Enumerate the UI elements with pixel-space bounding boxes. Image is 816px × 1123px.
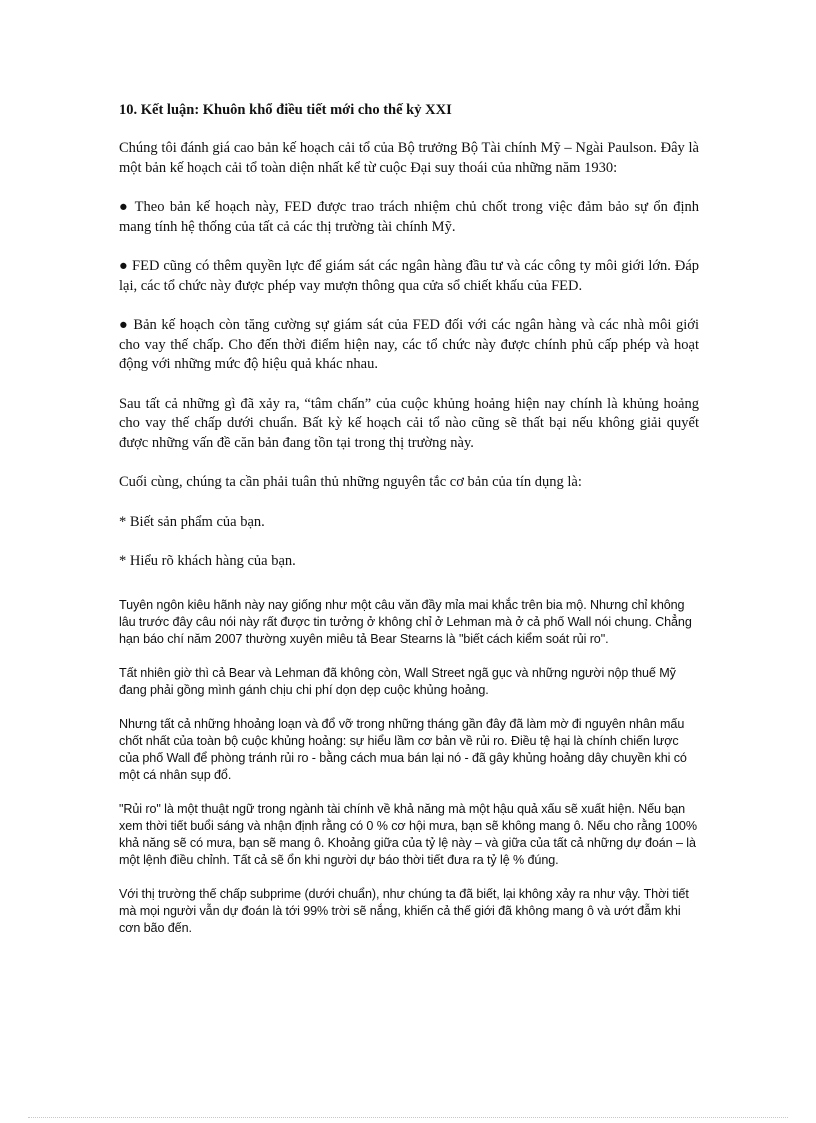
intro-paragraph: Chúng tôi đánh giá cao bản kế hoạch cải tổ của Bộ trưởng Bộ Tài chính Mỹ – Ngài Paulson. Đây là một bản kế hoạch cải tổ toàn diện nhất kể từ cuộc Đại suy thoái của những năm 1930:: [119, 140, 699, 176]
body-paragraph: Với thị trường thế chấp subprime (dưới chuẩn), như chúng ta đã biết, lại không xảy ra như vậy. Thời tiết mà mọi người vẫn dự đoán là tới 99% trời sẽ nắng, khiến cả thế giới đã không mang ô và ướt đẫm khi cơn bão đến.: [119, 886, 689, 935]
document-body: [119, 100, 699, 954]
principle-item: * Hiểu rõ khách hàng của bạn.: [119, 553, 296, 569]
bullet-item: ● Theo bản kế hoạch này, FED được trao trách nhiệm chủ chốt trong việc đảm bảo sự ổn định mang tính hệ thống của tất cả các thị trường tài chính Mỹ.: [119, 199, 699, 235]
principles-intro: Cuối cùng, chúng ta cần phải tuân thủ những nguyên tắc cơ bản của tín dụng là:: [119, 474, 582, 490]
page-bottom-divider: [28, 1117, 788, 1118]
principle-item: * Biết sản phẩm của bạn.: [119, 513, 265, 530]
conclusion-paragraph: Sau tất cả những gì đã xảy ra, “tâm chấn” của cuộc khủng hoảng hiện nay chính là khủng hoảng cho vay thế chấp dưới chuẩn. Bất kỳ kế hoạch cải tổ nào cũng sẽ thất bại nếu không giải quyết được những vấn đề căn bản đang tồn tại trong thị trường này.: [119, 395, 699, 451]
body-paragraph: Tất nhiên giờ thì cả Bear và Lehman đã không còn, Wall Street ngã gục và những người nộp thuế Mỹ đang phải gồng mình gánh chịu chi phí dọn dẹp cuộc khủng hoảng.: [119, 665, 676, 697]
body-paragraph: "Rủi ro" là một thuật ngữ trong ngành tài chính về khả năng mà một hậu quả xấu sẽ xuất hiện. Nếu bạn xem thời tiết buổi sáng và nhận định rằng có 0 % cơ hội mưa, bạn sẽ không mang ô. Nếu cho rằng 100% khả năng sẽ có mưa, bạn sẽ mang ô. Khoảng giữa của tỷ lệ này – và giữa của tất cả những dự đoán – là một lệnh điều chỉnh. Tất cả sẽ ổn khi người dự báo thời tiết đưa ra tỷ lệ % đúng.: [119, 801, 697, 867]
bullet-item: ● Bản kế hoạch còn tăng cường sự giám sát của FED đối với các ngân hàng và các nhà môi giới cho vay thế chấp. Cho đến thời điểm hiện nay, các tổ chức này được chính phủ cấp phép và hoạt động với những mức độ hiệu quả khác nhau.: [119, 317, 699, 372]
section-title: 10. Kết luận: Khuôn khổ điều tiết mới cho thế kỷ XXI: [119, 102, 452, 118]
body-paragraph: Tuyên ngôn kiêu hãnh này nay giống như một câu văn đầy mỉa mai khắc trên bia mộ. Nhưng chỉ không lâu trước đây câu nói này rất được tin tưởng ở không chỉ ở Lehman mà ở cả phố Wall nói chung. Chẳng hạn báo chí năm 2007 thường xuyên miêu tả Bear Stearns là "biết cách kiểm soát rủi ro".: [119, 597, 692, 646]
bullet-item: ● FED cũng có thêm quyền lực để giám sát các ngân hàng đầu tư và các công ty môi giới lớn. Đáp lại, các tổ chức này được phép vay mượn thông qua cửa sổ chiết khấu của FED.: [119, 258, 699, 294]
body-paragraph: Nhưng tất cả những hhoảng loạn và đổ vỡ trong những tháng gần đây đã làm mờ đi nguyên nhân mấu chốt nhất của toàn bộ cuộc khủng hoảng: sự hiểu lầm cơ bản về rủi ro. Điều tệ hại là chính chiến lược của phố Wall để phòng tránh rủi ro - bằng cách mua bán lại nó - đã gây khủng hoảng dây chuyền khi có một cá nhân sụp đổ.: [119, 716, 687, 782]
